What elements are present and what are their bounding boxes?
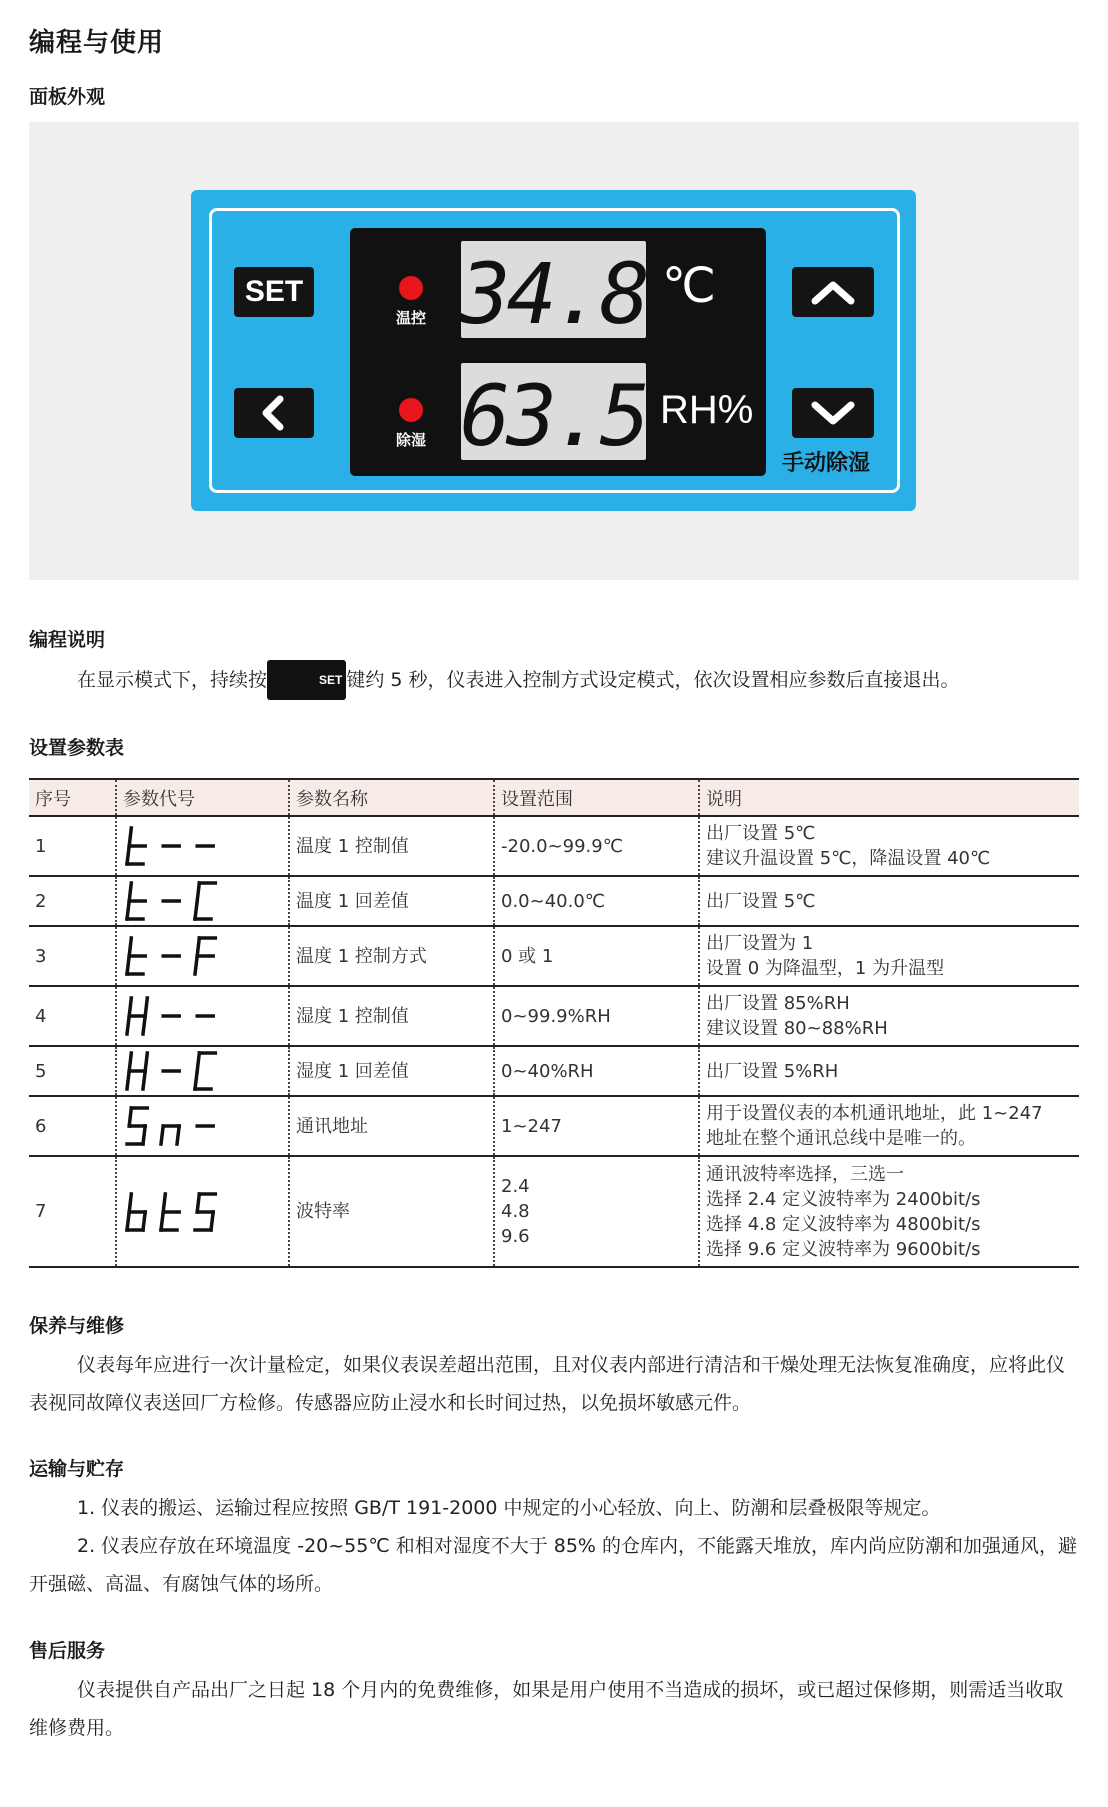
temp-control-label: 温控	[395, 309, 426, 327]
dehumidify-led	[399, 398, 423, 422]
param-code-glyph	[123, 879, 243, 923]
param-range: 0~40%RH	[494, 1046, 699, 1096]
page-title: 编程与使用	[29, 28, 165, 58]
row-number: 2	[29, 876, 116, 926]
manual-dehumidify-label: 手动除湿	[782, 451, 871, 476]
param-code-glyph	[123, 934, 243, 978]
inline-set-key: SET	[267, 660, 346, 700]
table-row	[29, 1046, 1079, 1096]
param-description: 用于设置仪表的本机通讯地址，此 1~247 地址在整个通讯总线中是唯一的。	[699, 1096, 1079, 1156]
param-description: 出厂设置 85%RH 建议设置 80~88%RH	[699, 986, 1079, 1046]
param-code	[116, 1156, 289, 1267]
param-code	[116, 986, 289, 1046]
chevron-down-icon	[807, 396, 859, 430]
param-range: 0.0~40.0℃	[494, 876, 699, 926]
param-name: 通讯地址	[289, 1096, 494, 1156]
param-description: 出厂设置 5℃	[699, 876, 1079, 926]
programming-text: 在显示模式下，持续按 SET 键约 5 秒，仪表进入控制方式设定模式，依次设置相应参数后直接退出。	[29, 660, 1079, 700]
param-code	[116, 876, 289, 926]
row-number: 4	[29, 986, 116, 1046]
param-code-glyph	[123, 824, 243, 868]
table-row	[29, 876, 1079, 926]
chevron-up-icon	[807, 275, 859, 309]
param-range: 0~99.9%RH	[494, 986, 699, 1046]
up-button[interactable]	[792, 267, 874, 317]
param-code	[116, 816, 289, 876]
transport-item-1: 1. 仪表的搬运、运输过程应按照 GB/T 191-2000 中规定的小心轻放、向上、防潮和层叠极限等规定。	[77, 1497, 941, 1519]
param-description: 出厂设置 5℃ 建议升温设置 5℃，降温设置 40℃	[699, 816, 1079, 876]
table-row	[29, 1096, 1079, 1156]
param-description: 通讯波特率选择，三选一 选择 2.4 定义波特率为 2400bit/s 选择 4.8 定义波特率为 4800bit/s 选择 9.6 定义波特率为 9600bit/s	[699, 1156, 1079, 1267]
temp-control-led	[399, 276, 423, 300]
param-code	[116, 1046, 289, 1096]
column-header: 说明	[699, 779, 1079, 816]
chevron-left-icon	[254, 393, 294, 433]
param-name: 湿度 1 回差值	[289, 1046, 494, 1096]
param-code-glyph	[123, 994, 243, 1038]
table-row	[29, 926, 1079, 986]
column-header: 设置范围	[494, 779, 699, 816]
param-name: 湿度 1 控制值	[289, 986, 494, 1046]
humidity-value: 63.5	[461, 367, 646, 460]
param-range: 1~247	[494, 1096, 699, 1156]
row-number: 1	[29, 816, 116, 876]
table-body	[29, 816, 1079, 1267]
row-number: 7	[29, 1156, 116, 1267]
param-name: 波特率	[289, 1156, 494, 1267]
column-header: 参数代号	[116, 779, 289, 816]
param-name: 温度 1 控制值	[289, 816, 494, 876]
service-text: 仪表提供自产品出厂之日起 18 个月内的免费维修，如果是用户使用不当造成的损坏，或已超过保修期，则需适当收取维修费用。	[29, 1679, 1064, 1739]
param-code-glyph	[123, 1049, 243, 1093]
down-button[interactable]	[792, 388, 874, 438]
table-row	[29, 1156, 1079, 1267]
param-description: 出厂设置为 1 设置 0 为降温型，1 为升温型	[699, 926, 1079, 986]
table-row	[29, 816, 1079, 876]
param-code	[116, 1096, 289, 1156]
temperature-unit: ℃	[662, 260, 716, 313]
param-table-heading: 设置参数表	[29, 737, 125, 759]
temperature-value: 34.8	[461, 245, 646, 338]
param-table	[29, 778, 1079, 1268]
param-range: -20.0~99.9℃	[494, 816, 699, 876]
dehumidify-label: 除湿	[395, 431, 426, 449]
maintenance-heading: 保养与维修	[29, 1315, 125, 1337]
transport-item-2: 2. 仪表应存放在环境温度 -20~55℃ 和相对湿度不大于 85% 的仓库内，不能露天堆放，库内尚应防潮和加强通风，避开强磁、高温、有腐蚀气体的场所。	[29, 1535, 1078, 1595]
programming-heading: 编程说明	[29, 629, 106, 651]
param-range: 0 或 1	[494, 926, 699, 986]
param-name: 温度 1 控制方式	[289, 926, 494, 986]
maintenance-text: 仪表每年应进行一次计量检定，如果仪表误差超出范围，且对仪表内部进行清洁和干燥处理无法恢复准确度，应将此仪表视同故障仪表送回厂方检修。传感器应防止浸水和长时间过热，以免损坏敏感元件。	[29, 1354, 1066, 1414]
table-header-row	[29, 779, 1079, 816]
row-number: 3	[29, 926, 116, 986]
humidity-display	[461, 363, 646, 460]
set-button[interactable]: SET	[234, 267, 314, 317]
param-name: 温度 1 回差值	[289, 876, 494, 926]
left-button[interactable]	[234, 388, 314, 438]
row-number: 5	[29, 1046, 116, 1096]
param-code	[116, 926, 289, 986]
param-description: 出厂设置 5%RH	[699, 1046, 1079, 1096]
table-row	[29, 986, 1079, 1046]
column-header: 参数名称	[289, 779, 494, 816]
transport-heading: 运输与贮存	[29, 1458, 125, 1480]
row-number: 6	[29, 1096, 116, 1156]
param-code-glyph	[123, 1190, 243, 1234]
humidity-unit: RH%	[660, 388, 754, 432]
panel-heading: 面板外观	[29, 86, 106, 108]
param-range: 2.4 4.8 9.6	[494, 1156, 699, 1267]
service-heading: 售后服务	[29, 1640, 106, 1662]
column-header: 序号	[29, 779, 116, 816]
param-code-glyph	[123, 1104, 243, 1148]
temperature-display	[461, 241, 646, 338]
